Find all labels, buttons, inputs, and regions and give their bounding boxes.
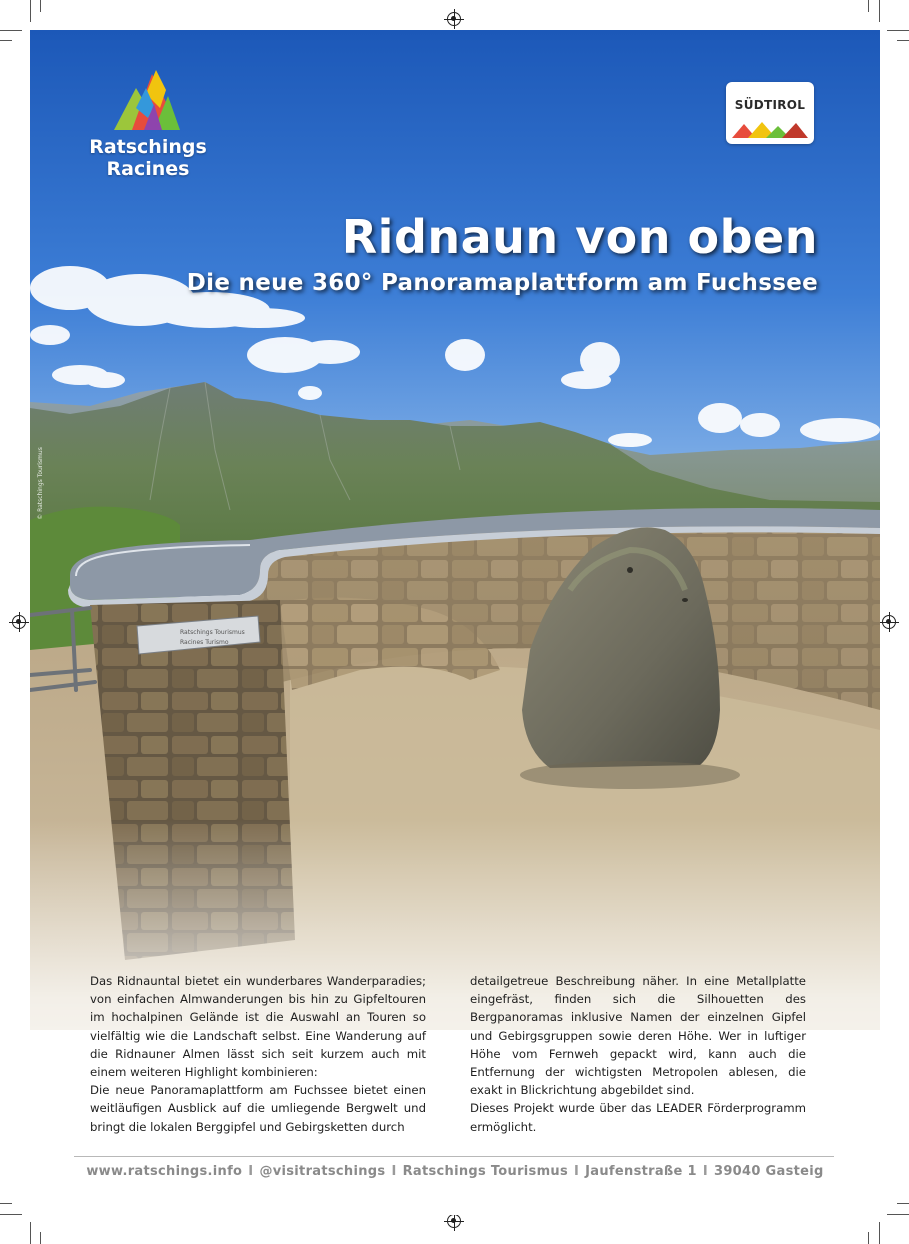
footer-social-handle[interactable]: @visitratschings xyxy=(259,1164,386,1179)
logo-line-2: Racines xyxy=(106,158,190,180)
footer-divider xyxy=(74,1156,834,1157)
plaque-line-2: Racines Turismo xyxy=(180,639,229,646)
crop-mark xyxy=(879,0,880,22)
suedtirol-mountain-icon xyxy=(732,120,808,138)
footer-organisation: Ratschings Tourismus xyxy=(402,1164,569,1179)
crop-mark xyxy=(0,30,22,31)
crop-mark xyxy=(40,0,41,12)
crop-mark xyxy=(0,1214,22,1215)
plaque-line-1: Ratschings Tourismus xyxy=(180,629,245,636)
body-paragraph: detailgetreue Beschreibung näher. In eine Metallplatte eingefräst, finden sich die Silhouetten des Bergpanoramas inklusive Namen der einzelnen Gipfel und Gebirgsgruppen sowie deren Höhe. Wer in luftiger Höhe vom Fernweh gepackt wird, kann auch die Entfernung der wichtigsten Metropolen ablesen, die exakt in Blickrichtung abgebildet sind. xyxy=(470,974,806,1098)
suedtirol-badge xyxy=(726,82,814,144)
crop-mark xyxy=(30,0,31,22)
crop-mark xyxy=(0,40,12,41)
page-subtitle: Die neue 360° Panoramaplattform am Fuchssee xyxy=(186,270,818,296)
crop-mark xyxy=(868,1232,869,1244)
crop-mark xyxy=(897,40,909,41)
poster xyxy=(30,30,880,1215)
registration-mark-right xyxy=(882,615,896,629)
page-title: Ridnaun von oben xyxy=(341,210,818,264)
crop-mark xyxy=(887,30,909,31)
suedtirol-badge-label: SÜDTIROL xyxy=(734,98,806,112)
registration-mark-top xyxy=(447,12,461,26)
footer-website-link[interactable]: www.ratschings.info xyxy=(86,1164,243,1179)
crop-mark xyxy=(879,1222,880,1244)
footer-separator: I xyxy=(702,1164,708,1179)
photo-credit: © Ratschings Tourismus xyxy=(36,447,44,520)
logo-name xyxy=(78,136,218,180)
footer-separator: I xyxy=(248,1164,254,1179)
crop-mark xyxy=(40,1232,41,1244)
body-paragraph: Das Ridnauntal bietet ein wunderbares Wanderparadies; von einfachen Almwanderungen bis hin zu Gipfeltouren im hochalpinen Gelände ist die Auswahl an Touren so vielfältig wie die Landschaft selbst. Eine Wanderung auf die Ridnauner Almen lässt sich seit kurzem auch mit einem weiteren Highlight kombinieren: xyxy=(90,974,426,1080)
crop-mark xyxy=(887,1214,909,1215)
footer-street: Jaufenstraße 1 xyxy=(585,1164,697,1179)
crop-mark xyxy=(868,0,869,12)
footer xyxy=(30,1164,880,1179)
footer-postcode-city: 39040 Gasteig xyxy=(713,1164,824,1179)
body-column-left xyxy=(90,972,426,1136)
body-column-right xyxy=(470,972,806,1136)
crop-mark xyxy=(0,1203,12,1204)
footer-separator: I xyxy=(574,1164,580,1179)
body-paragraph: Die neue Panoramaplattform am Fuchssee bietet einen weitläufigen Ausblick auf die umliegende Bergwelt und bringt die lokalen Berggipfel und Gebirgsketten durch xyxy=(90,1083,426,1134)
ratschings-logo-icon xyxy=(110,68,182,132)
crop-mark xyxy=(897,1203,909,1204)
logo-line-1: Ratschings xyxy=(89,136,207,158)
registration-mark-left xyxy=(12,615,26,629)
crop-mark xyxy=(30,1222,31,1244)
body-paragraph: Dieses Projekt wurde über das LEADER Förderprogramm ermöglicht. xyxy=(470,1101,806,1134)
registration-mark-bottom xyxy=(447,1214,461,1228)
footer-separator: I xyxy=(391,1164,397,1179)
